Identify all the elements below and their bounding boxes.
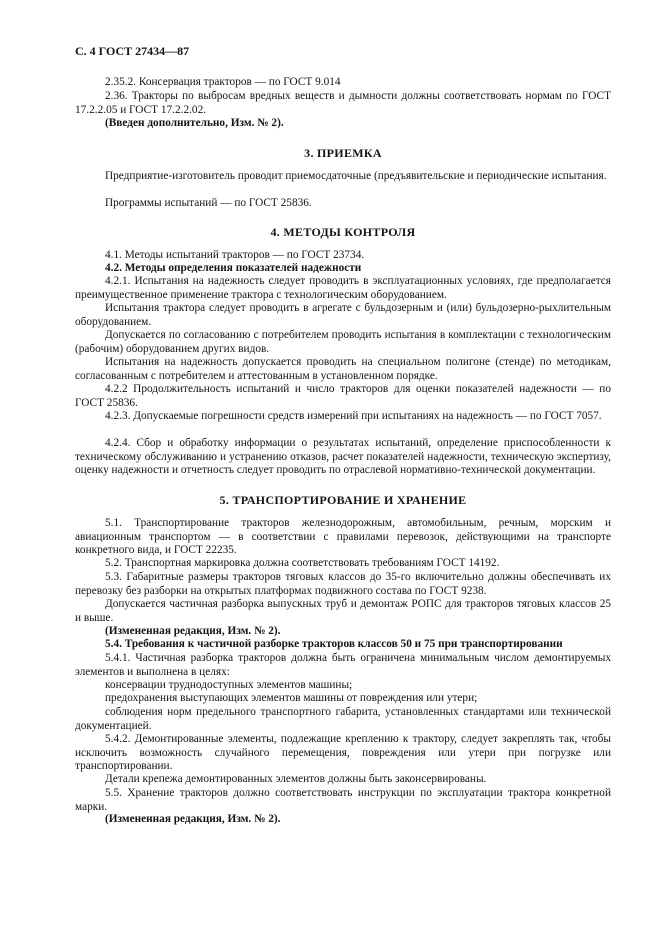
paragraph-5-1: 5.1. Транспортирование тракторов железнодорожным, автомобильным, речным, морским и авиационным транспортом — в соответствии с правилами перевозок, действующими на транспорте конкретного вида, и ГОСТ 22235. (75, 517, 611, 556)
paragraph-permitted-tests: Допускается по согласованию с потребителем проводить испытания в комплектации с технологическим (рабочим) оборудованием других видов. (75, 329, 611, 355)
paragraph-4-2-4: 4.2.4. Сбор и обработку информации о результатах испытаний, определение приспособленности к техническому обслуживанию и устранению отказов, расчет показателей надежности, техническую экспертизу, оценку надежности и отчетность следует проводить по отраслевой нормативно-технической документации. (75, 437, 611, 476)
paragraph-2-35-2: 2.35.2. Консервация тракторов — по ГОСТ 9.014 (105, 76, 341, 88)
subheading-4-2: 4.2. Методы определения показателей надежности (105, 262, 362, 274)
amendment-note: (Измененная редакция, Изм. № 2). (105, 625, 281, 637)
paragraph-polygon: Испытания на надежность допускается проводить на специальном полигоне (стенде) по методикам, согласованным с потребителем и аттестованным в установленном порядке. (75, 356, 611, 382)
paragraph-tractor-tests: Испытания трактора следует проводить в агрегате с бульдозерным и (или) бульдозерно-рыхлительным оборудованием. (75, 302, 611, 328)
paragraph-partial-disassembly: Допускается частичная разборка выпускных труб и демонтаж РОПС для тракторов тяговых классов 25 и выше. (75, 598, 611, 624)
amendment-note: (Введен дополнительно, Изм. № 2). (105, 117, 284, 129)
page-header: С. 4 ГОСТ 27434—87 (75, 44, 190, 58)
section-heading-3: 3. ПРИЕМКА (304, 146, 382, 160)
amendment-note: (Измененная редакция, Изм. № 2). (105, 813, 281, 825)
list-item: предохранения выступающих элементов машины от повреждения или утери; (105, 692, 478, 704)
paragraph-4-2-2: 4.2.2 Продолжительность испытаний и число тракторов для оценки показателей надежности — по ГОСТ 25836. (75, 383, 611, 409)
paragraph-5-3: 5.3. Габаритные размеры тракторов тяговых классов до 35-го включительно должны обеспечивать их перевозку без разборки на открытых платформах подвижного состава по ГОСТ 9238. (75, 571, 611, 597)
list-item: консервации труднодоступных элементов машины; (105, 679, 353, 691)
paragraph-5-5: 5.5. Хранение тракторов должно соответствовать инструкции по эксплуатации трактора конкретной марки. (75, 787, 611, 813)
section-heading-4: 4. МЕТОДЫ КОНТРОЛЯ (270, 225, 416, 239)
list-item: соблюдения норм предельного транспортного габарита, установленных стандартами или технической документацией. (75, 706, 611, 732)
section-heading-5: 5. ТРАНСПОРТИРОВАНИЕ И ХРАНЕНИЕ (219, 493, 467, 507)
paragraph-4-2-1: 4.2.1. Испытания на надежность следует проводить в эксплуатационных условиях, где предполагается преимущественное применение трактора с технологическим оборудованием. (75, 275, 611, 301)
paragraph-acceptance: Предприятие-изготовитель проводит приемосдаточные (предъявительские и периодические испытания. (105, 170, 607, 182)
paragraph-2-36: 2.36. Тракторы по выбросам вредных веществ и дымности должны соответствовать нормам по ГОСТ 17.2.2.05 и ГОСТ 17.2.2.02. (75, 90, 611, 116)
paragraph-fasteners: Детали крепежа демонтированных элементов должны быть законсервированы. (105, 773, 487, 785)
subheading-5-4: 5.4. Требования к частичной разборке тракторов классов 50 и 75 при транспортировании (105, 638, 563, 650)
paragraph-5-2: 5.2. Транспортная маркировка должна соответствовать требованиям ГОСТ 14192. (105, 557, 500, 569)
paragraph-5-4-1: 5.4.1. Частичная разборка тракторов должна быть ограничена минимальным числом демонтируемых элементов и выполнена в целях: (75, 652, 611, 678)
paragraph-4-2-3: 4.2.3. Допускаемые погрешности средств измерений при испытаниях на надежность — по ГОСТ 7057. (105, 410, 602, 422)
paragraph-test-programs: Программы испытаний — по ГОСТ 25836. (105, 197, 312, 209)
paragraph-5-4-2: 5.4.2. Демонтированные элементы, подлежащие креплению к трактору, следует закреплять так, чтобы исключить возможность случайного перемещения, повреждения или утери при погрузке или транспортировании. (75, 733, 611, 772)
paragraph-4-1: 4.1. Методы испытаний тракторов — по ГОСТ 23734. (105, 249, 365, 261)
